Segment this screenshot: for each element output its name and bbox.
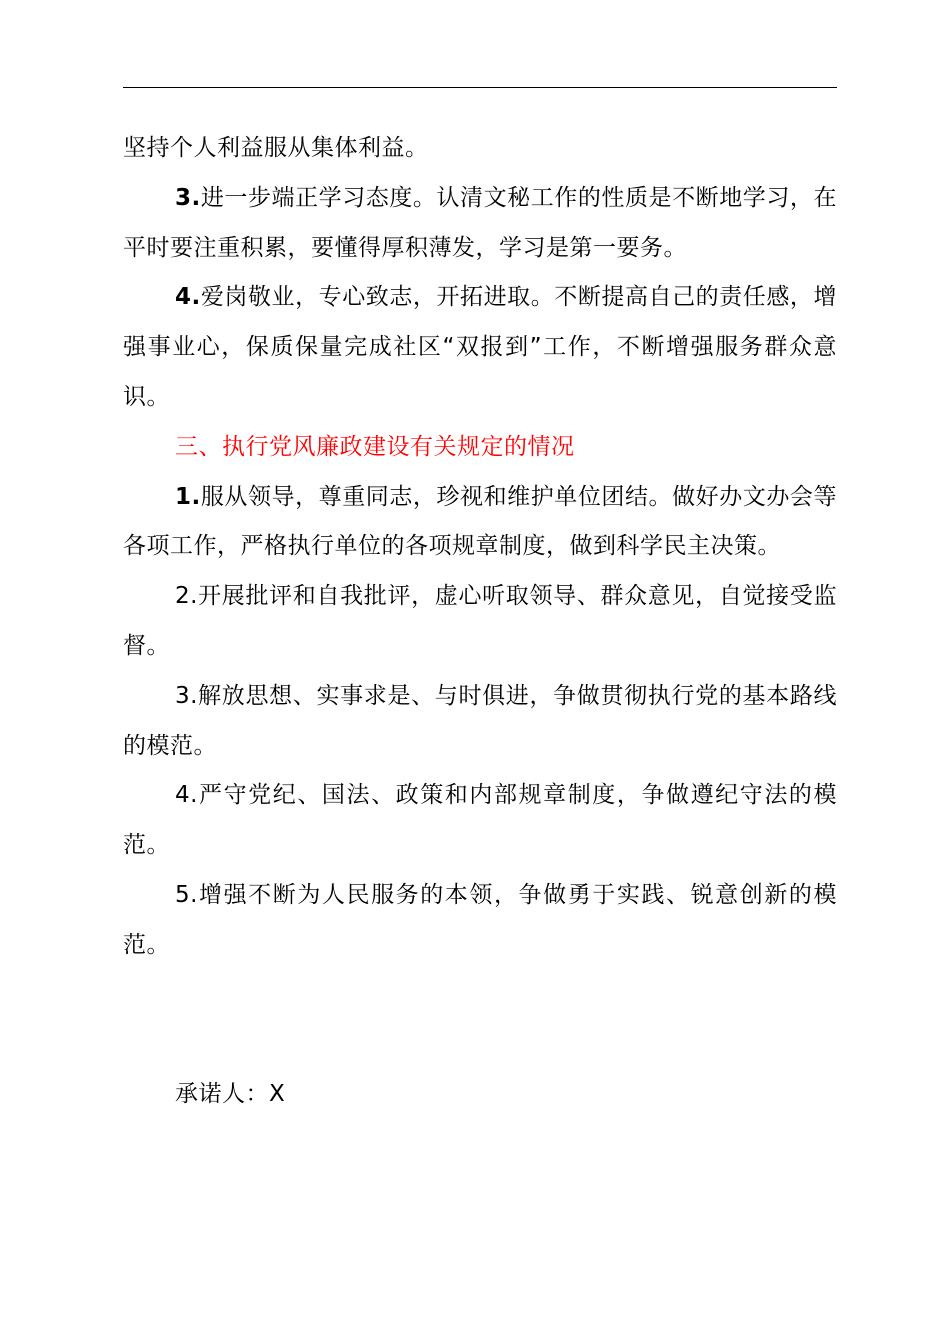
section-item-1 bbox=[123, 473, 837, 573]
paragraph-text: 进一步端正学习态度。认清文秘工作的性质是不断地学习，在平时要注重积累，要懂得厚积薄发，学习是第一要务。 bbox=[123, 184, 837, 261]
paragraph-item-4 bbox=[123, 273, 837, 422]
document-body bbox=[123, 124, 837, 971]
section-item-5: 5.增强不断为人民服务的本领，争做勇于实践、锐意创新的模范。 bbox=[123, 881, 837, 958]
section-item-4: 4.严守党纪、国法、政策和内部规章制度，争做遵纪守法的模范。 bbox=[123, 782, 837, 859]
section-item-text: 服从领导，尊重同志，珍视和维护单位团结。做好办文办会等各项工作，严格执行单位的各项规章制度，做到科学民主决策。 bbox=[123, 483, 837, 560]
paragraph-continuation bbox=[123, 124, 837, 174]
paragraph-number: 4. bbox=[175, 284, 201, 311]
section-item-number: 1. bbox=[175, 483, 201, 510]
paragraph-item-3 bbox=[123, 174, 837, 274]
paragraph-number: 3. bbox=[175, 184, 201, 211]
section-item-2: 2.开展批评和自我批评，虚心听取领导、群众意见，自觉接受监督。 bbox=[123, 583, 837, 659]
section-item-3: 3.解放思想、实事求是、与时俱进，争做贯彻执行党的基本路线的模范。 bbox=[123, 682, 837, 759]
signature: 承诺人：X bbox=[175, 1081, 286, 1107]
header-rule bbox=[123, 87, 837, 88]
section-heading: 三、执行党风廉政建设有关规定的情况 bbox=[175, 433, 575, 460]
paragraph-text: 爱岗敬业，专心致志，开拓进取。不断提高自己的责任感，增强事业心，保质保量完成社区“双报到”工作，不断增强服务群众意识。 bbox=[123, 284, 837, 410]
paragraph-text: 坚持个人利益服从集体利益。 bbox=[123, 135, 429, 161]
